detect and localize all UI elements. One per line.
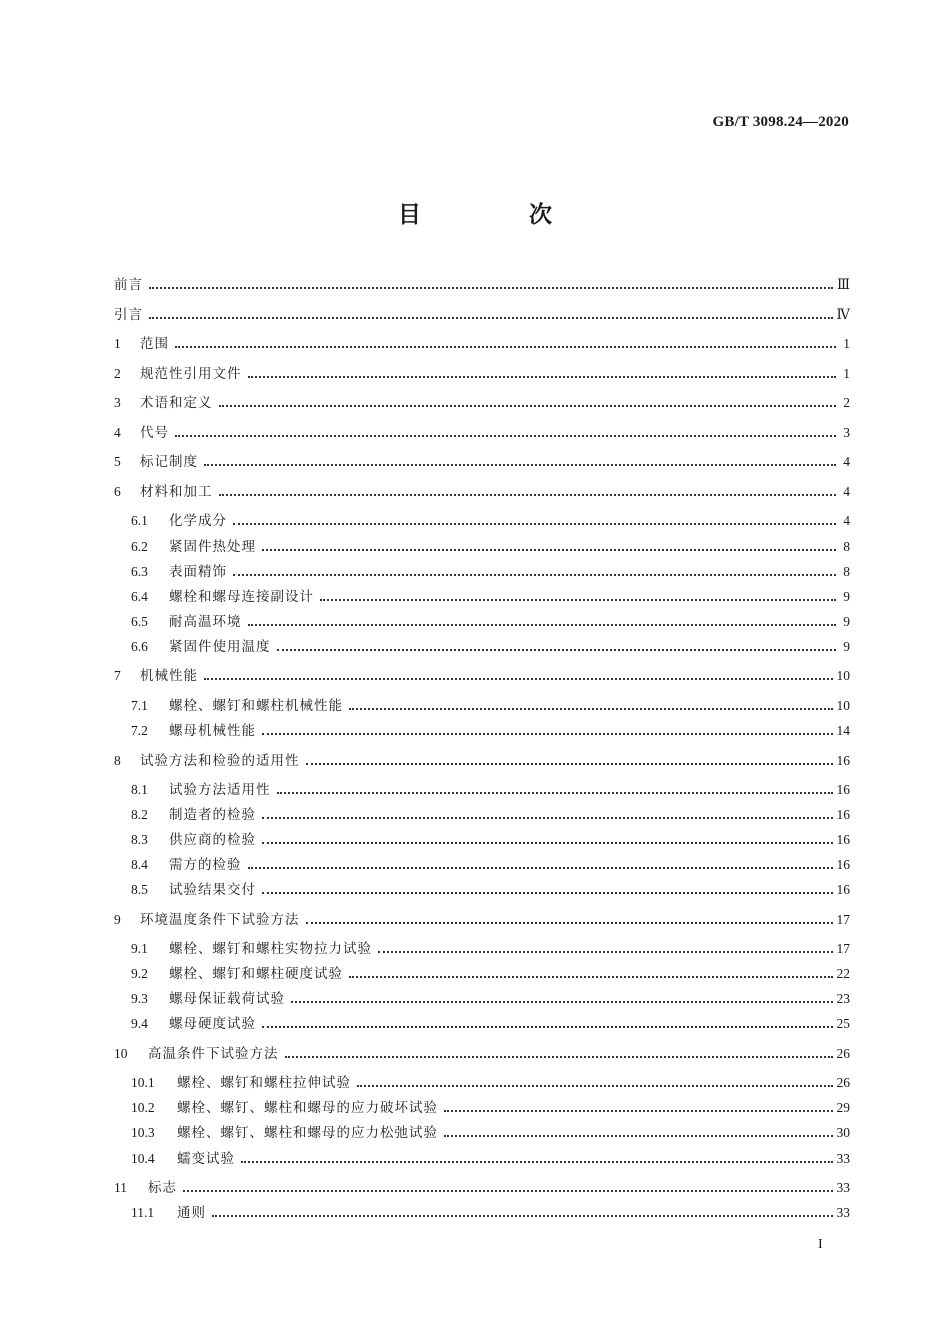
toc-entry[interactable]: [131, 936, 850, 962]
toc-entry-label: 螺栓和螺母连接副设计: [169, 589, 314, 605]
toc-entry-label: 规范性引用文件: [140, 366, 242, 382]
toc-entry-label: 蠕变试验: [177, 1151, 235, 1167]
toc-entry[interactable]: [131, 961, 850, 987]
toc-entry-page: 1: [843, 336, 850, 351]
toc-dot-leader: [204, 663, 833, 689]
toc-entry-label: 供应商的检验: [169, 832, 256, 848]
toc-entry-page: 4: [843, 513, 850, 528]
toc-dot-leader: [262, 802, 833, 828]
toc-entry[interactable]: [131, 1095, 850, 1121]
toc-entry-page: 9: [843, 614, 850, 629]
toc-entry-number: 7.1: [131, 698, 148, 713]
toc-entry[interactable]: [114, 1041, 850, 1067]
toc-entry-number: 6.2: [131, 539, 148, 554]
toc-dot-leader: [262, 1011, 833, 1037]
toc-entry-page: 9: [843, 639, 850, 654]
toc-entry-number: 6.3: [131, 564, 148, 579]
toc-entry-number: 10.2: [131, 1100, 155, 1115]
toc-entry-label: 试验方法和检验的适用性: [140, 753, 300, 769]
toc-dot-leader: [149, 272, 833, 298]
toc-entry-number: 6: [114, 484, 121, 499]
toc-dot-leader: [219, 390, 837, 416]
toc-entry-label: 螺栓、螺钉、螺柱和螺母的应力松弛试验: [177, 1125, 438, 1141]
toc-entry-label: 制造者的检验: [169, 807, 256, 823]
toc-entry-page: 16: [836, 753, 850, 768]
toc-entry[interactable]: [114, 302, 850, 328]
toc-dot-leader: [204, 449, 836, 475]
toc-entry-page: 25: [836, 1016, 850, 1031]
toc-entry-number: 8.4: [131, 857, 148, 872]
toc-entry-number: 11: [114, 1180, 127, 1195]
toc-entry-number: 10.3: [131, 1125, 155, 1140]
toc-entry-label: 前言: [114, 277, 143, 293]
toc-dot-leader: [444, 1095, 833, 1121]
toc-entry[interactable]: [114, 479, 850, 505]
toc-entry-label: 紧固件热处理: [169, 539, 256, 555]
toc-entry-label: 标记制度: [140, 454, 198, 470]
toc-entry-label: 螺栓、螺钉、螺柱和螺母的应力破坏试验: [177, 1100, 438, 1116]
toc-entry-page: 17: [836, 941, 850, 956]
toc-entry-page: 23: [836, 991, 850, 1006]
toc-dot-leader: [262, 827, 833, 853]
toc-entry-page: 1: [843, 366, 850, 381]
toc-entry-label: 代号: [140, 425, 169, 441]
toc-entry-page: 33: [836, 1205, 850, 1220]
toc-dot-leader: [248, 361, 837, 387]
toc-dot-leader: [248, 609, 837, 635]
toc-entry-label: 耐高温环境: [169, 614, 242, 630]
toc-entry[interactable]: [131, 693, 850, 719]
toc-dot-leader: [306, 748, 833, 774]
toc-entry-number: 10.1: [131, 1075, 155, 1090]
toc-dot-leader: [357, 1070, 833, 1096]
page-title: 目 次: [397, 202, 602, 228]
toc-entry[interactable]: [131, 852, 850, 878]
toc-dot-leader: [277, 777, 833, 803]
toc-entry-label: 材料和加工: [140, 484, 213, 500]
toc-entry-page: 16: [836, 832, 850, 847]
toc-entry[interactable]: [131, 1200, 850, 1226]
toc-entry[interactable]: [114, 1175, 850, 1201]
toc-entry-number: 6.4: [131, 589, 148, 604]
toc-entry-number: 3: [114, 395, 121, 410]
toc-entry-number: 9.3: [131, 991, 148, 1006]
toc-entry[interactable]: [131, 718, 850, 744]
toc-entry-number: 7: [114, 668, 121, 683]
toc-entry[interactable]: [131, 534, 850, 560]
toc-entry-label: 螺母机械性能: [169, 723, 256, 739]
toc-entry[interactable]: [114, 663, 850, 689]
toc-entry-label: 机械性能: [140, 668, 198, 684]
toc-entry[interactable]: [131, 584, 850, 610]
toc-entry-page: 9: [843, 589, 850, 604]
toc-dot-leader: [444, 1120, 833, 1146]
page-number: I: [818, 1237, 823, 1252]
toc-entry[interactable]: [131, 1011, 850, 1037]
toc-entry-number: 9.4: [131, 1016, 148, 1031]
toc-dot-leader: [349, 693, 833, 719]
toc-entry-label: 环境温度条件下试验方法: [140, 912, 300, 928]
toc-entry-page: Ⅲ: [836, 277, 850, 292]
toc-entry-number: 6.1: [131, 513, 148, 528]
toc-entry-page: 33: [836, 1180, 850, 1195]
toc-entry[interactable]: [131, 802, 850, 828]
toc-dot-leader: [149, 302, 833, 328]
toc-entry[interactable]: [114, 390, 850, 416]
toc-entry-number: 4: [114, 425, 121, 440]
toc-dot-leader: [175, 420, 836, 446]
toc-entry-page: 30: [836, 1125, 850, 1140]
toc-entry[interactable]: [114, 420, 850, 446]
toc-entry-page: 2: [843, 395, 850, 410]
toc-entry-label: 螺母硬度试验: [169, 1016, 256, 1032]
toc-entry[interactable]: [114, 449, 850, 475]
toc-dot-leader: [378, 936, 833, 962]
toc-entry[interactable]: [131, 827, 850, 853]
toc-entry-page: 16: [836, 782, 850, 797]
toc-dot-leader: [212, 1200, 833, 1226]
toc-entry[interactable]: [131, 634, 850, 660]
toc-entry[interactable]: [131, 1146, 850, 1172]
toc-entry-number: 6.6: [131, 639, 148, 654]
toc-entry-number: 10: [114, 1046, 128, 1061]
toc-entry-label: 紧固件使用温度: [169, 639, 271, 655]
toc-entry-label: 引言: [114, 307, 143, 323]
toc-entry[interactable]: [131, 1120, 850, 1146]
toc-dot-leader: [175, 331, 836, 357]
toc-entry[interactable]: [114, 272, 850, 298]
toc-entry-number: 2: [114, 366, 121, 381]
toc-entry[interactable]: [131, 986, 850, 1012]
toc-entry-page: 17: [836, 912, 850, 927]
toc-entry-page: 14: [836, 723, 850, 738]
toc-entry-number: 8.5: [131, 882, 148, 897]
toc-entry-label: 螺栓、螺钉和螺柱硬度试验: [169, 966, 343, 982]
toc-entry-label: 术语和定义: [140, 395, 213, 411]
toc-dot-leader: [233, 559, 836, 585]
toc-entry-page: 4: [843, 484, 850, 499]
toc-entry-label: 通则: [177, 1205, 206, 1221]
toc-entry-number: 6.5: [131, 614, 148, 629]
toc-dot-leader: [285, 1041, 833, 1067]
toc-entry[interactable]: [131, 508, 850, 534]
toc-entry-page: 22: [836, 966, 850, 981]
toc-entry-number: 9.1: [131, 941, 148, 956]
toc-entry-label: 表面精饰: [169, 564, 227, 580]
toc-dot-leader: [306, 907, 833, 933]
toc-entry-number: 8.1: [131, 782, 148, 797]
toc-entry-label: 需方的检验: [169, 857, 242, 873]
toc-entry-number: 10.4: [131, 1151, 155, 1166]
toc-entry-page: 8: [843, 564, 850, 579]
toc-dot-leader: [262, 877, 833, 903]
toc-entry-page: 16: [836, 857, 850, 872]
toc-dot-leader: [183, 1175, 833, 1201]
toc-entry-number: 5: [114, 454, 121, 469]
toc-entry-number: 8: [114, 753, 121, 768]
toc-entry-label: 螺栓、螺钉和螺柱实物拉力试验: [169, 941, 372, 957]
toc-entry-number: 9.2: [131, 966, 148, 981]
toc-entry-label: 试验结果交付: [169, 882, 256, 898]
toc-entry-label: 螺母保证载荷试验: [169, 991, 285, 1007]
toc-entry-label: 高温条件下试验方法: [148, 1046, 279, 1062]
toc-entry-page: 8: [843, 539, 850, 554]
toc-entry-page: 16: [836, 807, 850, 822]
toc-dot-leader: [248, 852, 833, 878]
toc-entry-number: 11.1: [131, 1205, 155, 1220]
toc-entry-page: 4: [843, 454, 850, 469]
toc-entry-page: 10: [836, 698, 850, 713]
toc-entry[interactable]: [131, 1070, 850, 1096]
toc-entry[interactable]: [131, 777, 850, 803]
toc-entry-page: 10: [836, 668, 850, 683]
toc-entry[interactable]: [131, 559, 850, 585]
toc-entry-label: 螺栓、螺钉和螺柱拉伸试验: [177, 1075, 351, 1091]
standard-code: GB/T 3098.24—2020: [712, 114, 849, 130]
toc-entry-page: 33: [836, 1151, 850, 1166]
toc-entry-number: 8.3: [131, 832, 148, 847]
toc-entry-page: 16: [836, 882, 850, 897]
toc-dot-leader: [262, 718, 833, 744]
toc-dot-leader: [291, 986, 833, 1012]
toc-entry-label: 化学成分: [169, 513, 227, 529]
toc-dot-leader: [277, 634, 837, 660]
toc-entry-page: 26: [836, 1046, 850, 1061]
toc-entry-number: 9: [114, 912, 121, 927]
toc-dot-leader: [262, 534, 836, 560]
toc-entry-label: 范围: [140, 336, 169, 352]
toc-entry-label: 标志: [148, 1180, 177, 1196]
toc-dot-leader: [219, 479, 837, 505]
toc-entry-label: 试验方法适用性: [169, 782, 271, 798]
toc-entry[interactable]: [114, 361, 850, 387]
toc-entry[interactable]: [114, 331, 850, 357]
toc-entry[interactable]: [114, 907, 850, 933]
toc-entry-page: 29: [836, 1100, 850, 1115]
toc-dot-leader: [320, 584, 836, 610]
toc-dot-leader: [241, 1146, 833, 1172]
toc-entry-page: 3: [843, 425, 850, 440]
toc-dot-leader: [233, 508, 836, 534]
toc-dot-leader: [349, 961, 833, 987]
toc-entry-label: 螺栓、螺钉和螺柱机械性能: [169, 698, 343, 714]
toc-entry[interactable]: [114, 748, 850, 774]
toc-entry-number: 7.2: [131, 723, 148, 738]
toc-entry-number: 1: [114, 336, 121, 351]
toc-entry[interactable]: [131, 609, 850, 635]
toc-entry-number: 8.2: [131, 807, 148, 822]
toc-entry[interactable]: [131, 877, 850, 903]
toc-entry-page: 26: [836, 1075, 850, 1090]
toc-entry-page: Ⅳ: [836, 307, 850, 322]
